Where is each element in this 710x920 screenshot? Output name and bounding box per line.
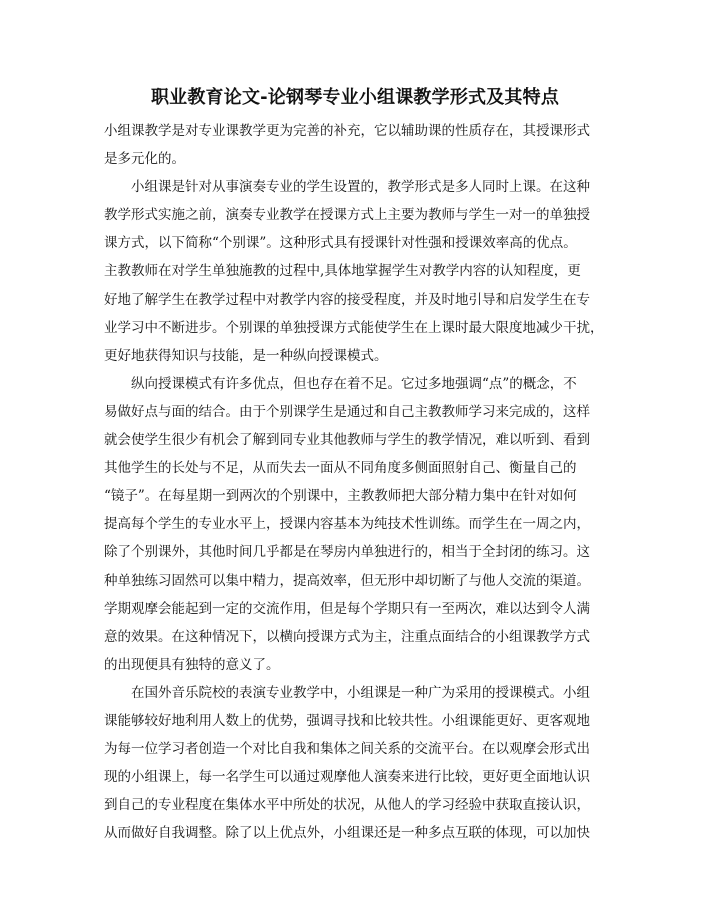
text-line: 课方式，以下简称“个别课”。这种形式具有授课针对性强和授课效率高的优点。 bbox=[104, 235, 577, 252]
text-line: 教学形式实施之前，演奏专业教学在授课方式上主要为教师与学生一对一的单独授 bbox=[104, 207, 590, 224]
text-line: 到自己的专业程度在集体水平中所处的状况，从他人的学习经验中获取直接认识， bbox=[104, 797, 590, 814]
text-line: 纵向授课模式有许多优点，但也存在着不足。它过多地强调“点”的概念，不 bbox=[131, 375, 577, 392]
text-line: 课能够较好地利用人数上的优势，强调寻找和比较共性。小组课能更好、更客观地 bbox=[104, 712, 590, 729]
text-line: 小组课教学是对专业课教学更为完善的补充，它以辅助课的性质存在，其授课形式 bbox=[104, 123, 590, 139]
text-line: 现的小组课上，每一名学生可以通过观摩他人演奏来进行比较，更好更全面地认识 bbox=[104, 769, 590, 786]
text-line: 是多元化的。 bbox=[104, 151, 185, 168]
text-line: 为每一位学习者创造一个对比自我和集体之间关系的交流平台。在以观摩会形式出 bbox=[104, 741, 590, 758]
text-line: 业学习中不断进步。个别课的单独授课方式能使学生在上课时最大限度地减少干扰， bbox=[104, 319, 604, 336]
text-line: 的出现便具有独特的意义了。 bbox=[104, 656, 280, 673]
text-line: 在国外音乐院校的表演专业教学中，小组课是一种广为采用的授课模式。小组 bbox=[131, 684, 590, 701]
text-line: 小组课是针对从事演奏专业的学生设置的，教学形式是多人同时上课。在这种 bbox=[131, 179, 590, 196]
text-line: 从而做好自我调整。除了以上优点外，小组课还是一种多点互联的体现，可以加快 bbox=[104, 825, 590, 842]
text-line: “镜子”。在每星期一到两次的个别课中，主教教师把大部分精力集中在针对如何 bbox=[104, 488, 577, 505]
text-line: 其他学生的长处与不足，从而失去一面从不同角度多侧面照射自己、衡量自己的 bbox=[104, 460, 577, 477]
document-body bbox=[104, 117, 614, 847]
text-line: 学期观摩会能起到一定的交流作用，但是每个学期只有一至两次，难以达到令人满 bbox=[104, 600, 590, 617]
text-line: 易做好点与面的结合。由于个别课学生是通过和自己主教教师学习来完成的，这样 bbox=[104, 403, 590, 420]
text-line: 就会使学生很少有机会了解到同专业其他教师与学生的教学情况，难以听到、看到 bbox=[104, 432, 590, 449]
text-line: 更好地获得知识与技能，是一种纵向授课模式。 bbox=[104, 347, 388, 364]
text-line: 除了个别课外，其他时间几乎都是在琴房内单独进行的，相当于全封闭的练习。这 bbox=[104, 544, 590, 561]
text-line: 好地了解学生在教学过程中对教学内容的接受程度，并及时地引导和启发学生在专 bbox=[104, 291, 590, 308]
document-title: 职业教育论文-论钢琴专业小组课教学形式及其特点 bbox=[150, 87, 560, 108]
text-line: 种单独练习固然可以集中精力，提高效率，但无形中却切断了与他人交流的渠道。 bbox=[104, 572, 590, 589]
text-line: 提高每个学生的专业水平上，授课内容基本为纯技术性训练。而学生在一周之内， bbox=[104, 516, 590, 533]
text-line: 主教教师在对学生单独施教的过程中,具体地掌握学生对教学内容的认知程度，更 bbox=[104, 263, 581, 280]
text-line: 意的效果。在这种情况下，以横向授课方式为主，注重点面结合的小组课教学方式 bbox=[104, 628, 590, 645]
